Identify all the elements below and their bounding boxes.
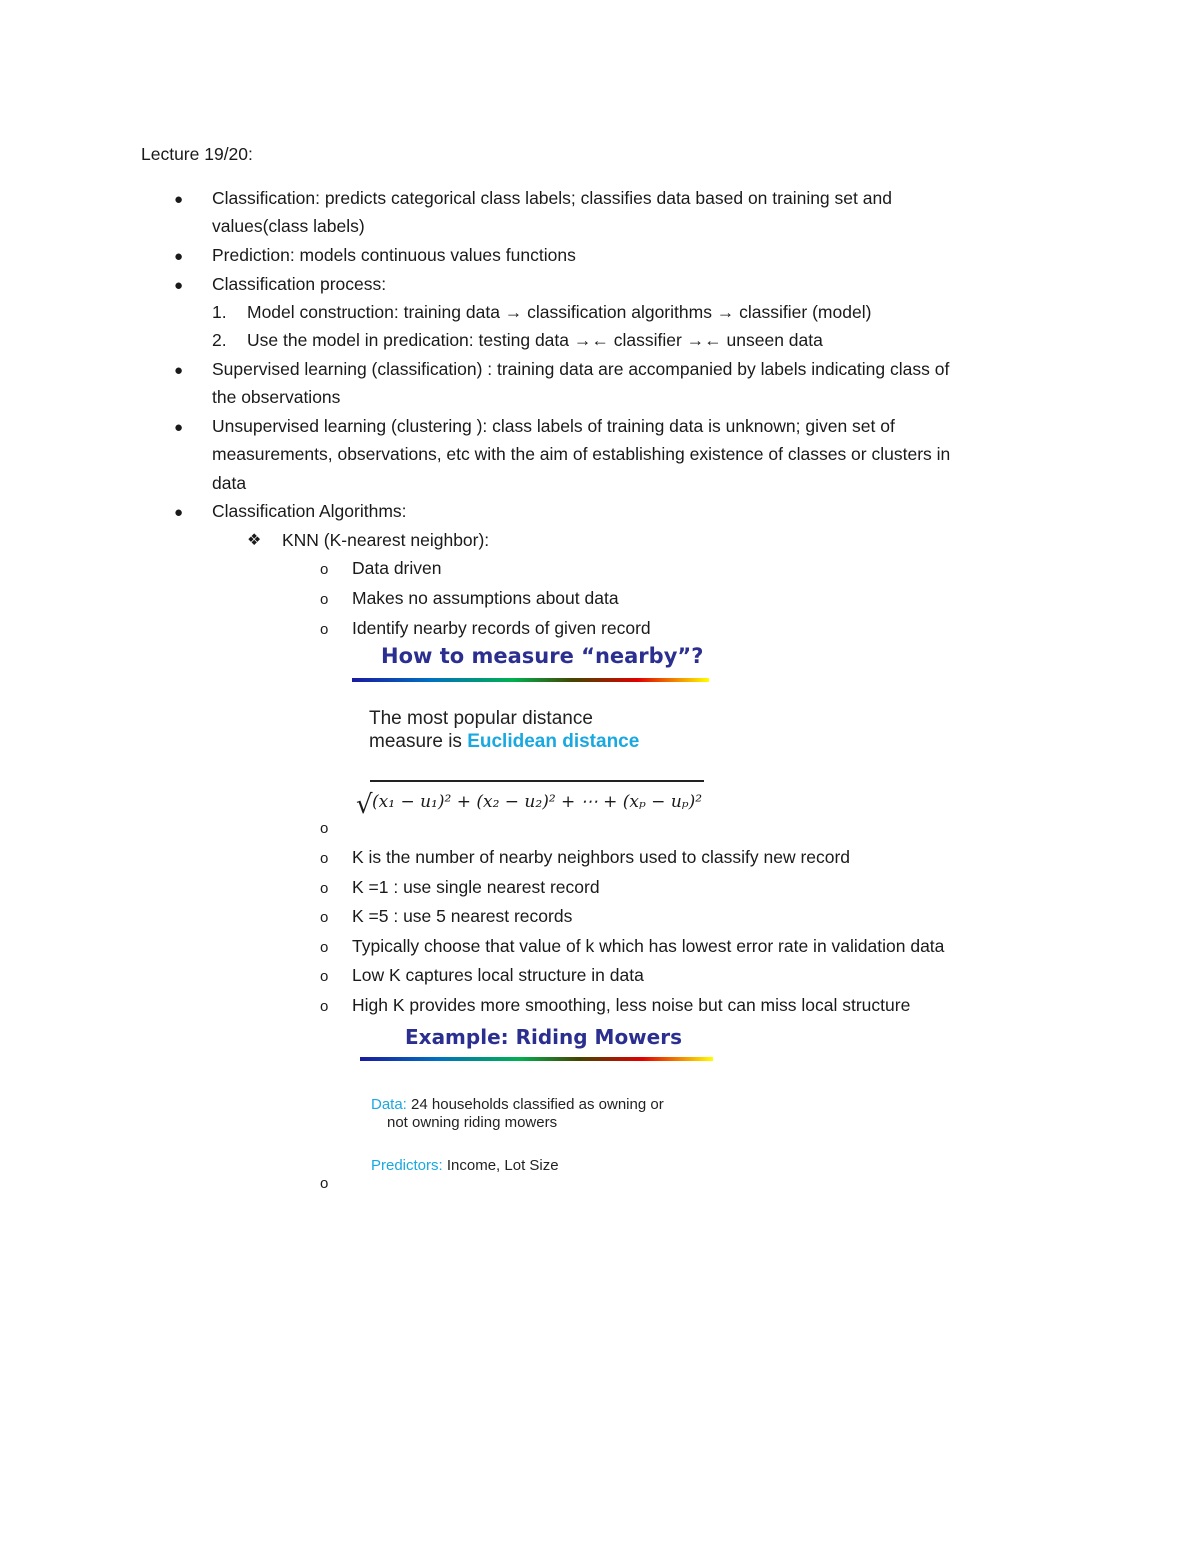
knn-point-k1: K =1 : use single nearest record	[352, 877, 600, 897]
sub-bullet-marker: o	[320, 850, 329, 867]
sub-bullet-marker: o	[320, 621, 329, 638]
bullet-unsupervised-cont2: data	[212, 473, 247, 493]
data-text1: 24 households classified as owning or	[406, 1096, 664, 1113]
knn-heading: KNN (K-nearest neighbor):	[282, 530, 490, 550]
bullet-classification-algorithms: Classification Algorithms:	[212, 501, 407, 521]
sub-bullet-marker: o	[320, 909, 329, 926]
sub-bullet-marker: o	[320, 1175, 329, 1192]
step-model-construction: Model construction: training data → classification algorithms → classifier (model)	[247, 302, 872, 322]
slide-text-line1: The most popular distance	[369, 708, 593, 729]
sub-bullet-marker: o	[320, 820, 329, 837]
knn-point-no-assumptions: Makes no assumptions about data	[352, 588, 619, 608]
euclidean-formula	[356, 778, 706, 828]
knn-point-choose-k: Typically choose that value of k which has lowest error rate in validation data	[352, 936, 945, 956]
slide-predictors-line	[371, 1157, 559, 1174]
bullet-classification: Classification: predicts categorical class labels; classifies data based on training set and	[212, 188, 892, 208]
slide-title-nearby: How to measure “nearby”?	[381, 644, 704, 668]
rainbow-divider	[352, 678, 709, 682]
slide-text-line2	[369, 731, 639, 753]
euclidean-distance-label: Euclidean distance	[467, 731, 640, 752]
slide-data-line2: not owning riding mowers	[387, 1114, 558, 1131]
slide-data-line1	[371, 1096, 664, 1113]
step-use-model: Use the model in predication: testing data →← classifier →← unseen data	[247, 330, 823, 350]
bullet-supervised: Supervised learning (classification) : training data are accompanied by labels indicating class of	[212, 359, 950, 379]
formula-expression: (x₁ − u₁)² + (x₂ − u₂)² + ⋯ + (xₚ − uₚ)²	[372, 792, 703, 812]
square-root-icon: √	[356, 790, 373, 820]
slide-text-prefix: measure is	[369, 731, 468, 752]
sub-bullet-marker: o	[320, 968, 329, 985]
bullet-supervised-cont: the observations	[212, 387, 341, 407]
bullet-marker: ●	[174, 191, 184, 208]
knn-point-high-k: High K provides more smoothing, less noise but can miss local structure	[352, 995, 911, 1015]
diamond-icon: ❖	[247, 532, 262, 549]
step-number: 1.	[212, 302, 227, 322]
sub-bullet-marker: o	[320, 998, 329, 1015]
predictors-label: Predictors:	[371, 1157, 443, 1174]
sub-bullet-marker: o	[320, 880, 329, 897]
step-number: 2.	[212, 330, 227, 350]
bullet-marker: ●	[174, 248, 184, 265]
sub-bullet-marker: o	[320, 561, 329, 578]
bullet-marker: ●	[174, 419, 184, 436]
bullet-unsupervised: Unsupervised learning (clustering ): class labels of training data is unknown; given set of	[212, 416, 895, 436]
data-label: Data:	[371, 1096, 407, 1113]
bullet-unsupervised-cont1: measurements, observations, etc with the aim of establishing existence of classes or clusters in	[212, 444, 951, 464]
bullet-marker: ●	[174, 362, 184, 379]
sub-bullet-marker: o	[320, 591, 329, 608]
bullet-marker: ●	[174, 277, 184, 294]
knn-point-data-driven: Data driven	[352, 558, 442, 578]
sub-bullet-marker: o	[320, 939, 329, 956]
bullet-classification-process: Classification process:	[212, 274, 387, 294]
radical-bar	[370, 780, 704, 782]
slide-title-riding-mowers: Example: Riding Mowers	[405, 1025, 682, 1049]
knn-point-identify: Identify nearby records of given record	[352, 618, 651, 638]
knn-point-k5: K =5 : use 5 nearest records	[352, 906, 573, 926]
knn-point-k-definition: K is the number of nearby neighbors used to classify new record	[352, 847, 851, 867]
bullet-classification-cont: values(class labels)	[212, 216, 365, 236]
knn-point-low-k: Low K captures local structure in data	[352, 965, 644, 985]
lecture-title: Lecture 19/20:	[141, 144, 253, 164]
bullet-marker: ●	[174, 504, 184, 521]
rainbow-divider	[360, 1057, 713, 1061]
bullet-prediction: Prediction: models continuous values functions	[212, 245, 576, 265]
predictors-text: Income, Lot Size	[442, 1157, 559, 1174]
